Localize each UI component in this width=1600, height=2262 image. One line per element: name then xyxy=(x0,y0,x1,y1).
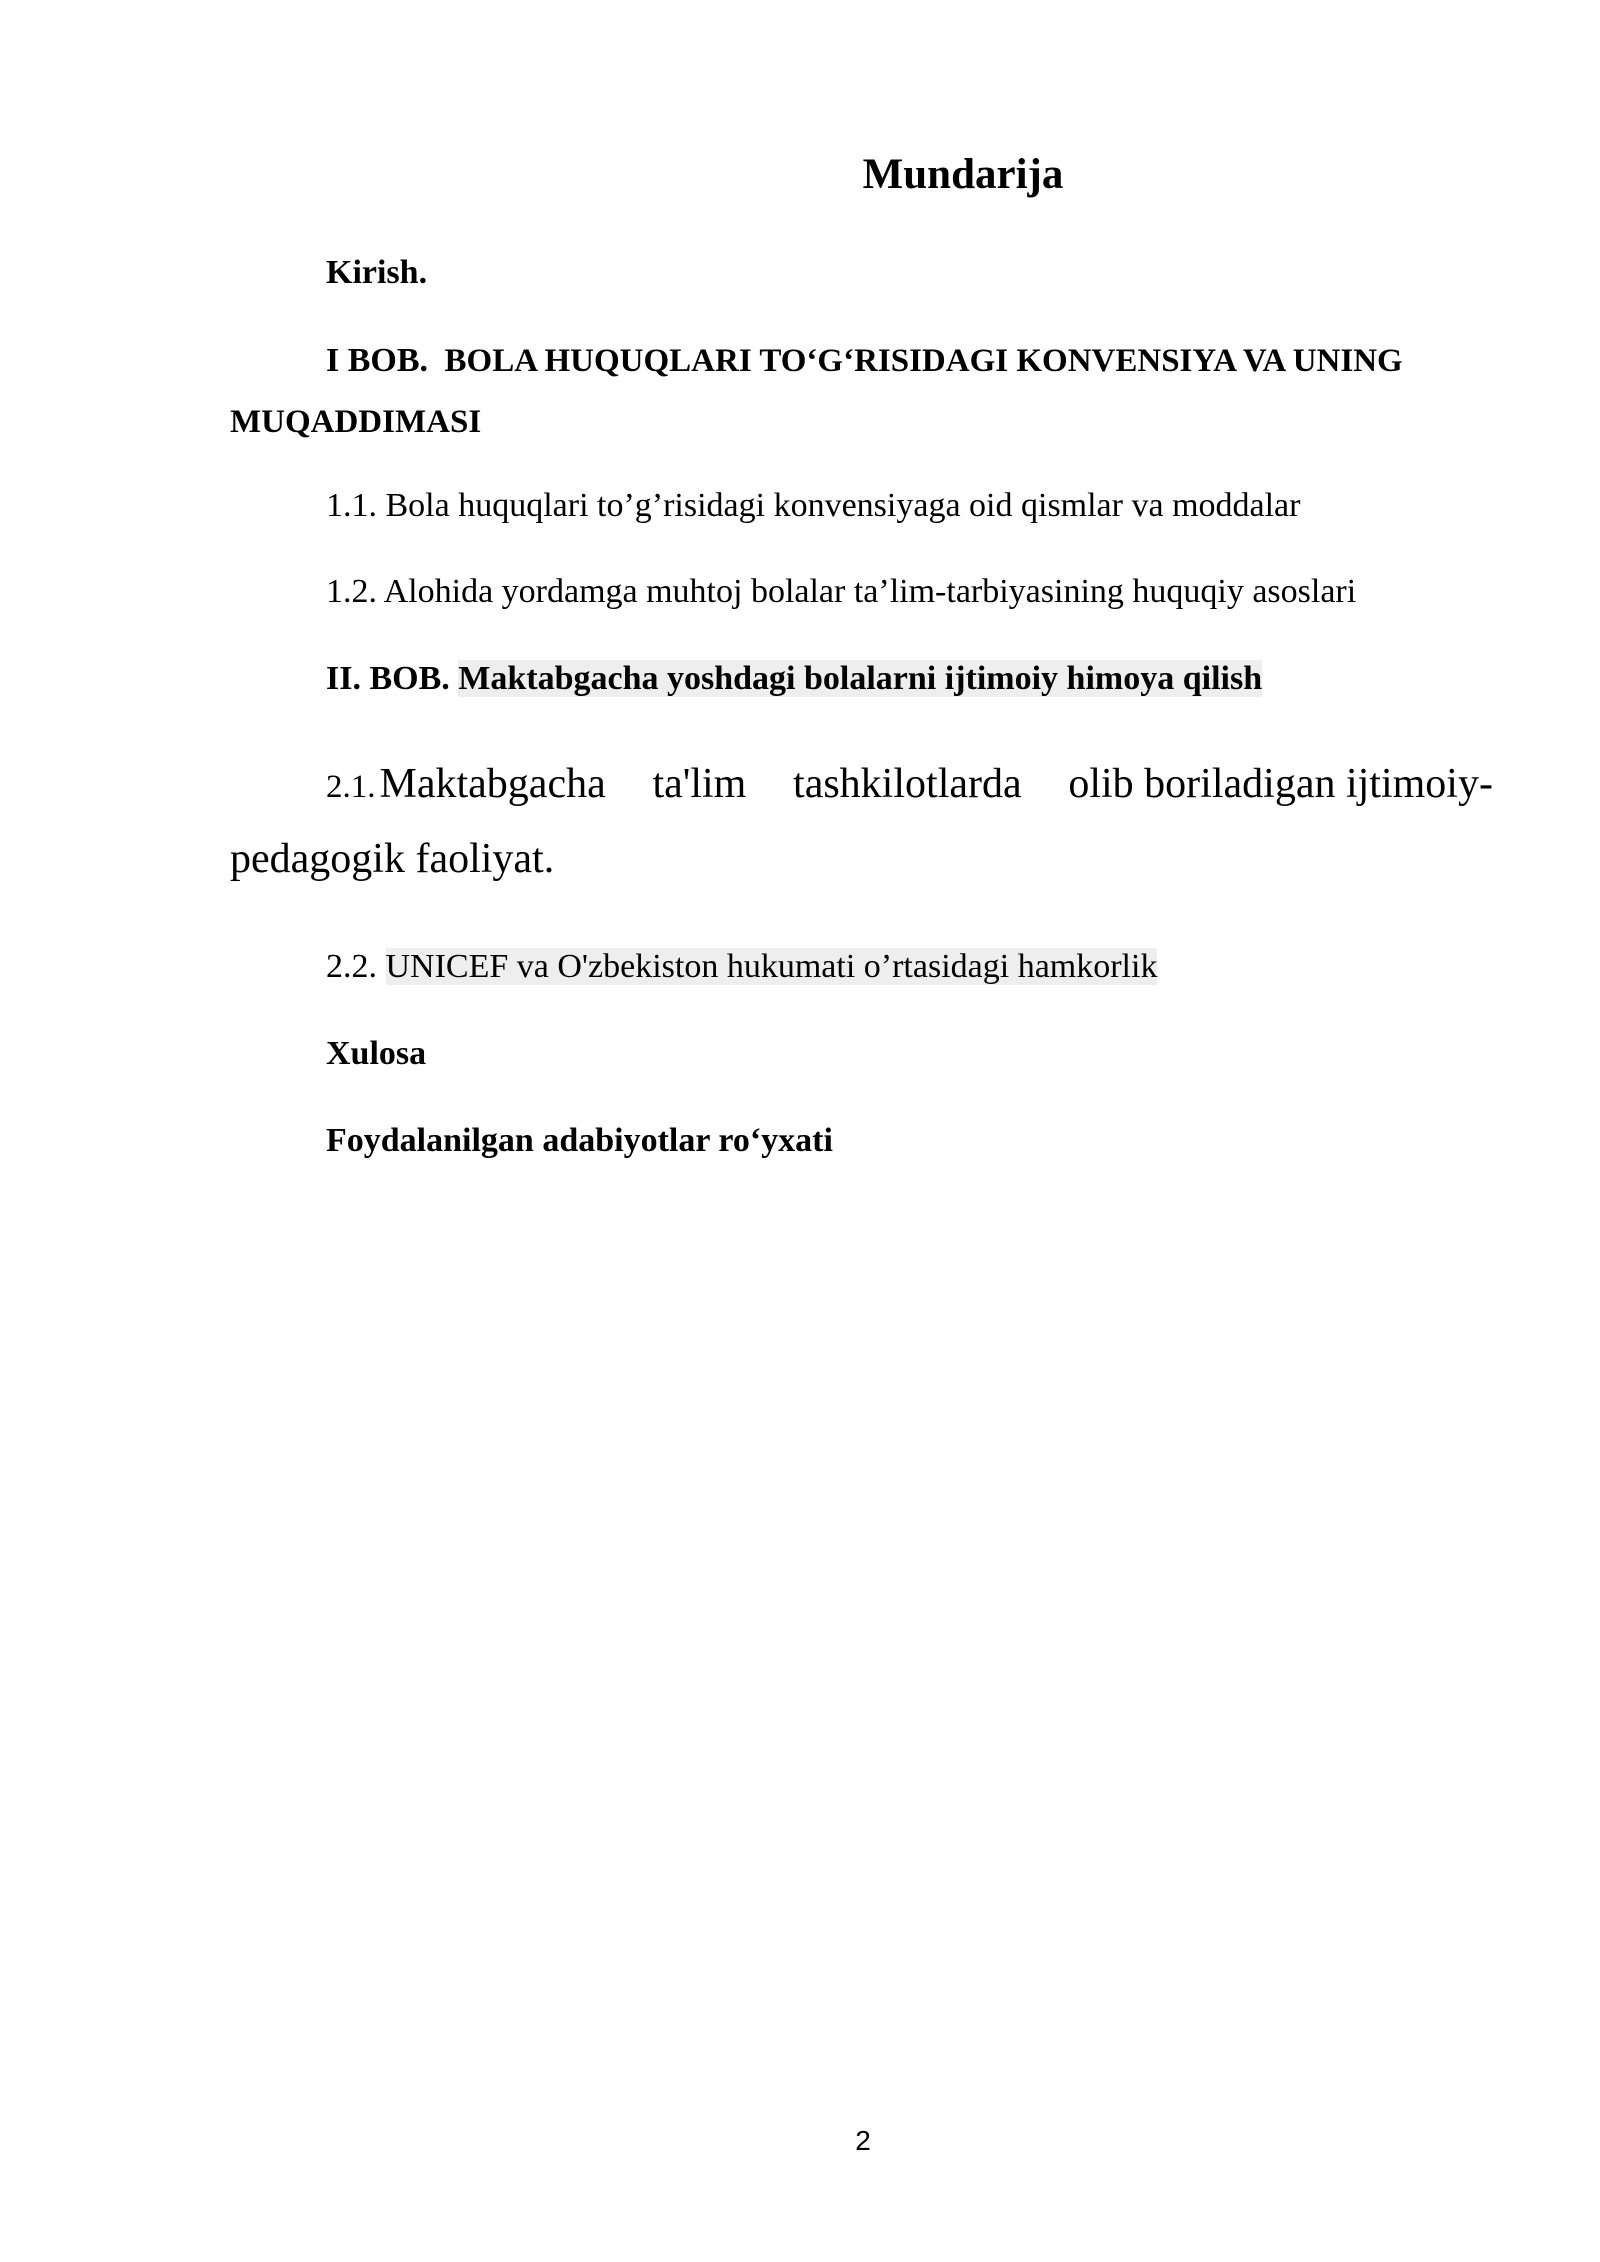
chapter2-title: Maktabgacha yoshdagi bolalarni ijtimoiy himoya qilish xyxy=(458,660,1263,697)
toc-entry-conclusion: Xulosa xyxy=(326,1035,427,1072)
chapter1-label: I BOB. xyxy=(326,342,429,379)
toc-entry-references: Foydalanilgan adabiyotlar ro‘yxati xyxy=(326,1122,833,1159)
section-number: 2.2. xyxy=(326,948,377,985)
section-title-word: olib boriladigan ijtimoiy- xyxy=(1068,761,1493,807)
toc-entry-1-2 xyxy=(326,573,1356,611)
toc-entry-intro: Kirish. xyxy=(326,254,428,291)
section-number: 1.2. xyxy=(326,573,377,610)
chapter1-title-line2: MUQADDIMASI xyxy=(230,404,482,440)
section-title: Alohida yordamga muhtoj bolalar ta’lim-tarbiyasining huquqiy asoslari xyxy=(383,573,1357,610)
toc-entry-chapter2 xyxy=(326,660,1262,698)
page-number: 2 xyxy=(855,2125,871,2156)
section-number: 2.1. xyxy=(326,769,376,805)
section-title: UNICEF va O'zbekiston hukumati o’rtasidagi hamkorlik xyxy=(385,948,1158,985)
section-title: Bola huquqlari to’g’risidagi konvensiyaga oid qismlar va moddalar xyxy=(385,487,1301,524)
toc-entry-1-1 xyxy=(326,487,1300,525)
chapter1-title-line1: BOLA HUQUQLARI TO‘G‘RISIDAGI KONVENSIYA VA UNING xyxy=(444,343,1403,379)
entry-2-1-lead xyxy=(326,760,606,808)
toc-entry-2-2 xyxy=(326,948,1157,986)
section-number: 1.1. xyxy=(326,487,377,524)
toc-entry-2-1 xyxy=(326,760,1493,808)
toc-entry-chapter1 xyxy=(326,342,1403,380)
toc-entry-2-1-line2: pedagogik faoliyat. xyxy=(230,836,555,882)
chapter2-label: II. BOB. xyxy=(326,660,450,697)
page-title: Mundarija xyxy=(862,151,1064,198)
section-title-word: ta'lim xyxy=(652,761,747,807)
section-title-word: tashkilotlarda xyxy=(793,761,1022,807)
section-title-word: Maktabgacha xyxy=(379,761,606,807)
